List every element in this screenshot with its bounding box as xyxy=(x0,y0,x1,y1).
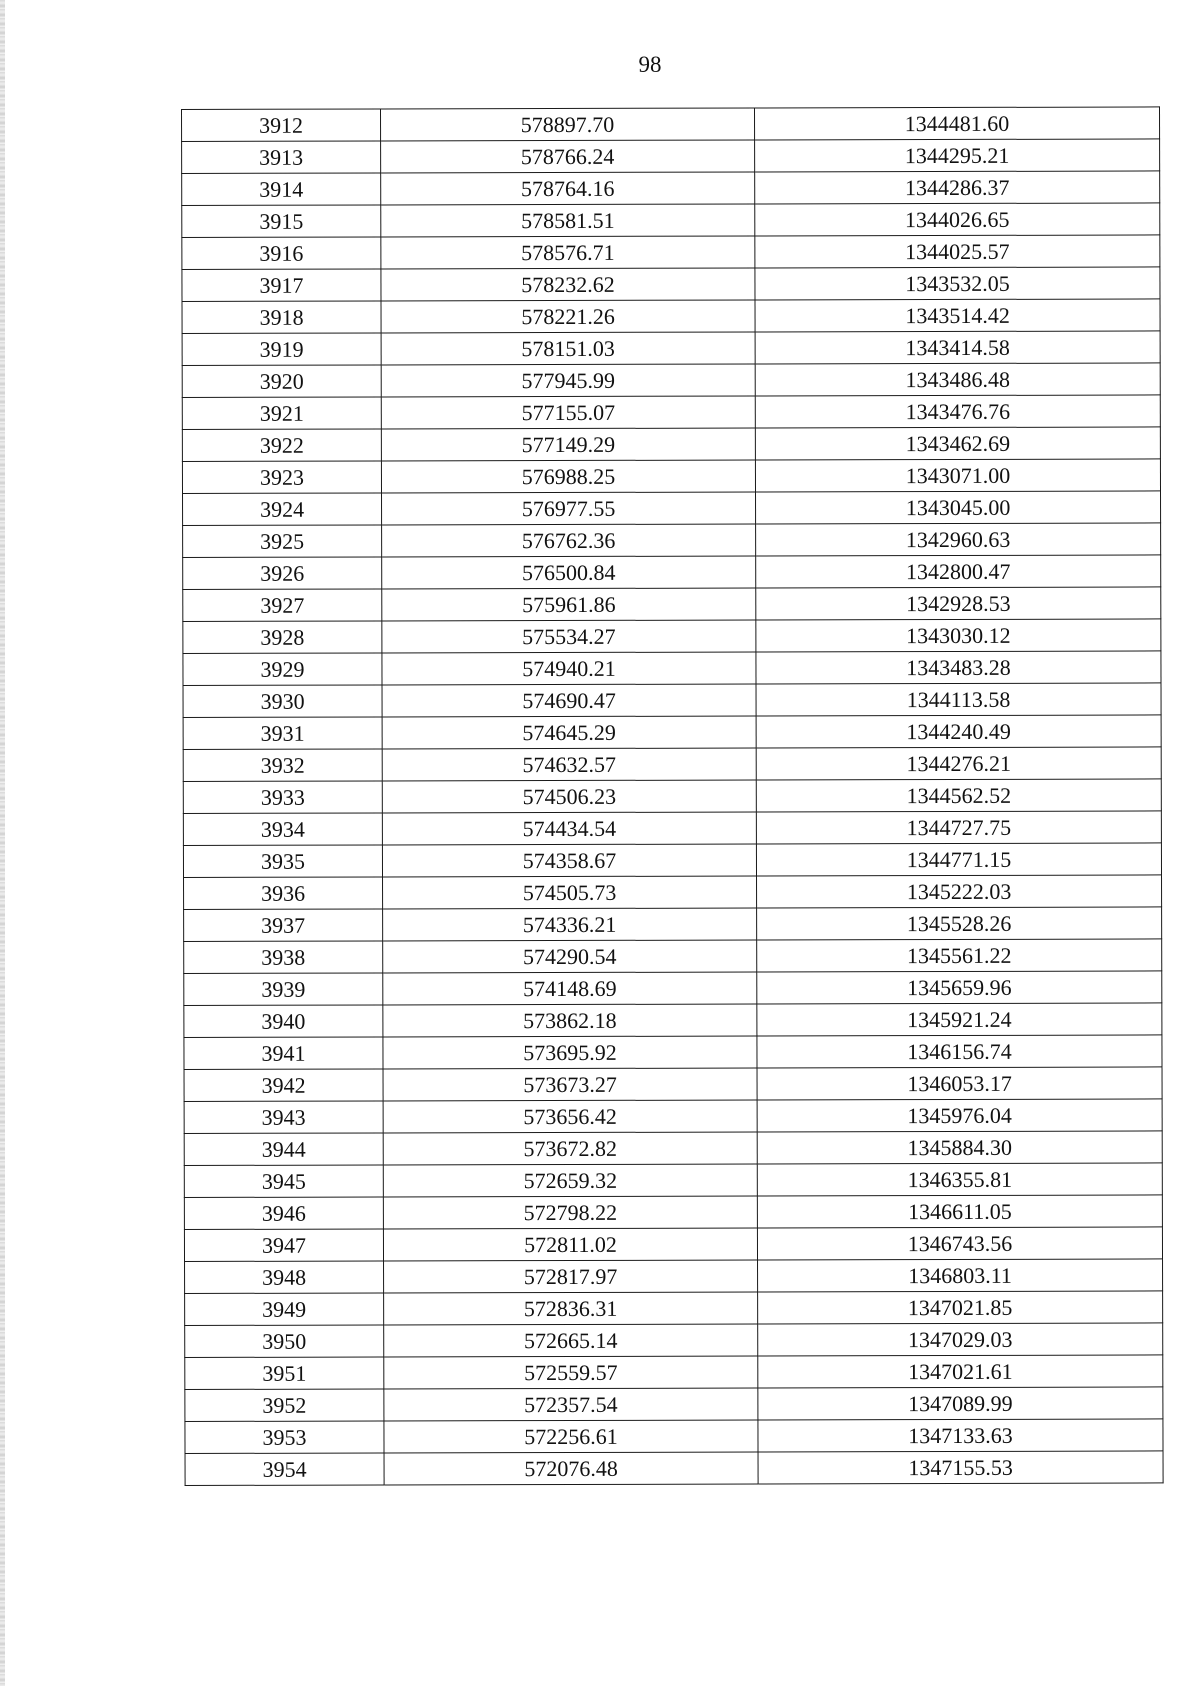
scanned-page-edge xyxy=(0,0,5,1686)
x-coordinate-cell: 572559.57 xyxy=(384,1356,758,1389)
y-coordinate-cell: 1343486.48 xyxy=(755,363,1160,396)
table-row xyxy=(184,1227,1162,1262)
table-row xyxy=(185,1291,1163,1326)
table-row xyxy=(184,1099,1162,1134)
point-number-cell: 3945 xyxy=(184,1165,383,1198)
y-coordinate-cell: 1344562.52 xyxy=(756,779,1161,812)
y-coordinate-cell: 1345921.24 xyxy=(757,1003,1162,1036)
point-number-cell: 3954 xyxy=(185,1453,384,1486)
x-coordinate-cell: 572836.31 xyxy=(384,1292,758,1325)
y-coordinate-cell: 1345884.30 xyxy=(757,1131,1162,1164)
y-coordinate-cell: 1346743.56 xyxy=(757,1227,1162,1260)
x-coordinate-cell: 577149.29 xyxy=(381,428,755,461)
table-row xyxy=(183,491,1161,526)
table-row xyxy=(184,971,1162,1006)
y-coordinate-cell: 1343071.00 xyxy=(755,459,1160,492)
x-coordinate-cell: 578151.03 xyxy=(381,332,755,365)
point-number-cell: 3952 xyxy=(185,1389,384,1422)
table-row xyxy=(182,331,1160,366)
y-coordinate-cell: 1346053.17 xyxy=(757,1067,1162,1100)
table-row xyxy=(183,779,1161,814)
point-number-cell: 3940 xyxy=(184,1005,383,1038)
x-coordinate-cell: 578897.70 xyxy=(381,108,755,141)
x-coordinate-cell: 578576.71 xyxy=(381,236,755,269)
y-coordinate-cell: 1344295.21 xyxy=(755,139,1160,172)
x-coordinate-cell: 578766.24 xyxy=(381,140,755,173)
table-row xyxy=(185,1323,1163,1358)
table-row xyxy=(183,651,1161,686)
table-row xyxy=(182,107,1160,142)
y-coordinate-cell: 1346611.05 xyxy=(757,1195,1162,1228)
table-row xyxy=(184,1003,1162,1038)
point-number-cell: 3916 xyxy=(182,237,381,270)
x-coordinate-cell: 572659.32 xyxy=(383,1164,757,1197)
y-coordinate-cell: 1346803.11 xyxy=(758,1259,1163,1292)
table-row xyxy=(184,1035,1162,1070)
point-number-cell: 3951 xyxy=(185,1357,384,1390)
point-number-cell: 3949 xyxy=(185,1293,384,1326)
y-coordinate-cell: 1342928.53 xyxy=(756,587,1161,620)
x-coordinate-cell: 574434.54 xyxy=(382,812,756,845)
point-number-cell: 3930 xyxy=(183,685,382,718)
table-row xyxy=(183,587,1161,622)
x-coordinate-cell: 577155.07 xyxy=(381,396,755,429)
point-number-cell: 3918 xyxy=(182,301,381,334)
point-number-cell: 3920 xyxy=(182,365,381,398)
y-coordinate-cell: 1343532.05 xyxy=(755,267,1160,300)
y-coordinate-cell: 1344286.37 xyxy=(755,171,1160,204)
x-coordinate-cell: 572817.97 xyxy=(384,1260,758,1293)
x-coordinate-cell: 576500.84 xyxy=(382,556,756,589)
point-number-cell: 3934 xyxy=(183,813,382,846)
point-number-cell: 3929 xyxy=(183,653,382,686)
table-row xyxy=(182,395,1160,430)
x-coordinate-cell: 578764.16 xyxy=(381,172,755,205)
x-coordinate-cell: 573862.18 xyxy=(383,1004,757,1037)
point-number-cell: 3944 xyxy=(184,1133,383,1166)
y-coordinate-cell: 1343462.69 xyxy=(755,427,1160,460)
point-number-cell: 3948 xyxy=(185,1261,384,1294)
coordinate-table-body xyxy=(182,107,1164,1486)
x-coordinate-cell: 574645.29 xyxy=(382,716,756,749)
table-row xyxy=(183,747,1161,782)
y-coordinate-cell: 1342960.63 xyxy=(756,523,1161,556)
x-coordinate-cell: 574506.23 xyxy=(382,780,756,813)
y-coordinate-cell: 1347089.99 xyxy=(758,1387,1163,1420)
table-row xyxy=(182,139,1160,174)
point-number-cell: 3943 xyxy=(184,1101,383,1134)
table-row xyxy=(182,267,1160,302)
x-coordinate-cell: 574290.54 xyxy=(383,940,757,973)
coordinate-table xyxy=(181,106,1164,1486)
y-coordinate-cell: 1347021.85 xyxy=(758,1291,1163,1324)
point-number-cell: 3927 xyxy=(183,589,382,622)
point-number-cell: 3933 xyxy=(183,781,382,814)
y-coordinate-cell: 1344113.58 xyxy=(756,683,1161,716)
point-number-cell: 3937 xyxy=(184,909,383,942)
table-row xyxy=(183,555,1161,590)
x-coordinate-cell: 572665.14 xyxy=(384,1324,758,1357)
point-number-cell: 3947 xyxy=(184,1229,383,1262)
table-row xyxy=(182,363,1160,398)
point-number-cell: 3923 xyxy=(182,461,381,494)
x-coordinate-cell: 578221.26 xyxy=(381,300,755,333)
y-coordinate-cell: 1344727.75 xyxy=(756,811,1161,844)
y-coordinate-cell: 1347133.63 xyxy=(758,1419,1163,1452)
x-coordinate-cell: 572256.61 xyxy=(384,1420,758,1453)
x-coordinate-cell: 576977.55 xyxy=(382,492,756,525)
y-coordinate-cell: 1343414.58 xyxy=(755,331,1160,364)
table-row xyxy=(183,683,1161,718)
y-coordinate-cell: 1344481.60 xyxy=(754,107,1159,140)
point-number-cell: 3953 xyxy=(185,1421,384,1454)
x-coordinate-cell: 574148.69 xyxy=(383,972,757,1005)
point-number-cell: 3932 xyxy=(183,749,382,782)
table-row xyxy=(185,1259,1163,1294)
table-row xyxy=(183,843,1161,878)
y-coordinate-cell: 1342800.47 xyxy=(756,555,1161,588)
point-number-cell: 3925 xyxy=(183,525,382,558)
table-row xyxy=(182,235,1160,270)
y-coordinate-cell: 1343045.00 xyxy=(756,491,1161,524)
x-coordinate-cell: 576762.36 xyxy=(382,524,756,557)
x-coordinate-cell: 575961.86 xyxy=(382,588,756,621)
point-number-cell: 3938 xyxy=(184,941,383,974)
point-number-cell: 3921 xyxy=(182,397,381,430)
point-number-cell: 3924 xyxy=(183,493,382,526)
table-row xyxy=(182,459,1160,494)
x-coordinate-cell: 576988.25 xyxy=(381,460,755,493)
x-coordinate-cell: 578581.51 xyxy=(381,204,755,237)
point-number-cell: 3919 xyxy=(182,333,381,366)
x-coordinate-cell: 572357.54 xyxy=(384,1388,758,1421)
point-number-cell: 3914 xyxy=(182,173,381,206)
y-coordinate-cell: 1343030.12 xyxy=(756,619,1161,652)
point-number-cell: 3946 xyxy=(184,1197,383,1230)
point-number-cell: 3915 xyxy=(182,205,381,238)
table-row xyxy=(185,1419,1163,1454)
table-row xyxy=(184,939,1162,974)
point-number-cell: 3913 xyxy=(182,141,381,174)
table-row xyxy=(184,907,1162,942)
table-row xyxy=(184,1131,1162,1166)
y-coordinate-cell: 1347029.03 xyxy=(758,1323,1163,1356)
table-row xyxy=(184,1163,1162,1198)
table-row xyxy=(182,427,1160,462)
table-row xyxy=(185,1387,1163,1422)
x-coordinate-cell: 574358.67 xyxy=(382,844,756,877)
y-coordinate-cell: 1345561.22 xyxy=(757,939,1162,972)
point-number-cell: 3935 xyxy=(183,845,382,878)
y-coordinate-cell: 1343483.28 xyxy=(756,651,1161,684)
point-number-cell: 3941 xyxy=(184,1037,383,1070)
table-row xyxy=(185,1451,1163,1486)
x-coordinate-cell: 577945.99 xyxy=(381,364,755,397)
point-number-cell: 3928 xyxy=(183,621,382,654)
point-number-cell: 3931 xyxy=(183,717,382,750)
table-row xyxy=(183,715,1161,750)
y-coordinate-cell: 1345528.26 xyxy=(757,907,1162,940)
table-row xyxy=(184,1195,1162,1230)
x-coordinate-cell: 572811.02 xyxy=(383,1228,757,1261)
point-number-cell: 3942 xyxy=(184,1069,383,1102)
y-coordinate-cell: 1344276.21 xyxy=(756,747,1161,780)
x-coordinate-cell: 572798.22 xyxy=(383,1196,757,1229)
y-coordinate-cell: 1346355.81 xyxy=(757,1163,1162,1196)
point-number-cell: 3950 xyxy=(185,1325,384,1358)
point-number-cell: 3936 xyxy=(184,877,383,910)
table-row xyxy=(182,203,1160,238)
y-coordinate-cell: 1346156.74 xyxy=(757,1035,1162,1068)
table-row xyxy=(184,1067,1162,1102)
point-number-cell: 3922 xyxy=(182,429,381,462)
y-coordinate-cell: 1344771.15 xyxy=(756,843,1161,876)
x-coordinate-cell: 578232.62 xyxy=(381,268,755,301)
table-row xyxy=(182,171,1160,206)
table-row xyxy=(182,299,1160,334)
point-number-cell: 3917 xyxy=(182,269,381,302)
y-coordinate-cell: 1345976.04 xyxy=(757,1099,1162,1132)
x-coordinate-cell: 574336.21 xyxy=(383,908,757,941)
table-row xyxy=(183,523,1161,558)
y-coordinate-cell: 1344025.57 xyxy=(755,235,1160,268)
table-row xyxy=(183,619,1161,654)
x-coordinate-cell: 575534.27 xyxy=(382,620,756,653)
table-row xyxy=(185,1355,1163,1390)
y-coordinate-cell: 1347021.61 xyxy=(758,1355,1163,1388)
point-number-cell: 3912 xyxy=(182,109,381,142)
point-number-cell: 3939 xyxy=(184,973,383,1006)
y-coordinate-cell: 1347155.53 xyxy=(758,1451,1163,1484)
y-coordinate-cell: 1344240.49 xyxy=(756,715,1161,748)
y-coordinate-cell: 1343476.76 xyxy=(755,395,1160,428)
y-coordinate-cell: 1345659.96 xyxy=(757,971,1162,1004)
y-coordinate-cell: 1345222.03 xyxy=(757,875,1162,908)
point-number-cell: 3926 xyxy=(183,557,382,590)
table-row xyxy=(183,811,1161,846)
x-coordinate-cell: 574940.21 xyxy=(382,652,756,685)
x-coordinate-cell: 573672.82 xyxy=(383,1132,757,1165)
y-coordinate-cell: 1343514.42 xyxy=(755,299,1160,332)
page-number: 98 xyxy=(638,52,662,77)
x-coordinate-cell: 573695.92 xyxy=(383,1036,757,1069)
x-coordinate-cell: 574505.73 xyxy=(383,876,757,909)
x-coordinate-cell: 574632.57 xyxy=(382,748,756,781)
x-coordinate-cell: 573673.27 xyxy=(383,1068,757,1101)
y-coordinate-cell: 1344026.65 xyxy=(755,203,1160,236)
x-coordinate-cell: 573656.42 xyxy=(383,1100,757,1133)
x-coordinate-cell: 574690.47 xyxy=(382,684,756,717)
table-row xyxy=(184,875,1162,910)
x-coordinate-cell: 572076.48 xyxy=(384,1452,758,1485)
